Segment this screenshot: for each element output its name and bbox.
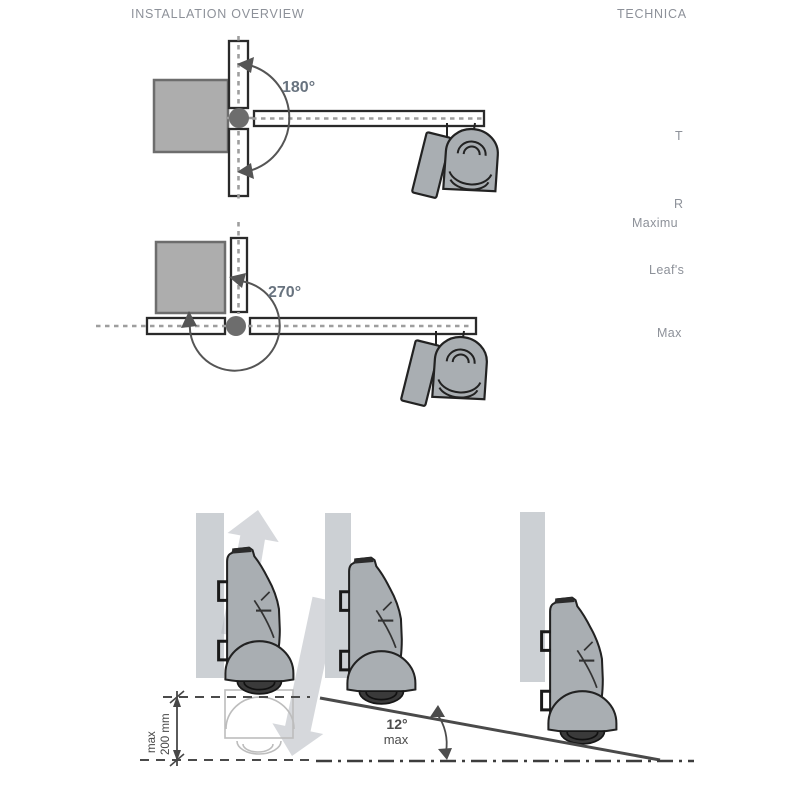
slope-angle-label: 12° [386,716,408,732]
right-column-fragment: T [675,129,684,143]
ghost-position [225,690,294,754]
right-column-fragment: Leaf's [649,263,685,277]
gate-pillar [154,80,228,152]
section-title-technical-fragment: TECHNICA [617,7,687,21]
angle-label-270: 270° [268,284,302,301]
right-column-fragment: Max [657,326,682,340]
gate-post [520,512,545,682]
hinge-pivot [226,316,246,336]
diagram-slope [316,512,694,761]
operator-top-view [412,123,503,198]
angle-label-180: 180° [282,79,316,96]
hinge-pivot [229,108,249,128]
right-column-fragment: R [674,197,684,211]
clearance-label-value: 200 mm [160,713,172,755]
gate-pillar [156,242,225,313]
clearance-label-max: max [146,731,158,753]
operator-machine [219,547,294,694]
slope-max-label: max [383,732,409,747]
operator-top-view [401,331,492,406]
gate-post [325,513,351,678]
diagram-swing-180 [154,36,503,201]
diagram-swing-270 [96,222,492,406]
operator-machine [542,597,617,744]
diagram-ground-clearance [140,505,351,766]
section-title-installation-overview: INSTALLATION OVERVIEW [131,7,305,21]
operator-machine [341,557,416,704]
gate-leaf-closed [250,318,476,334]
right-column-fragment: Maximu [632,216,679,230]
slope-angle-arc [430,705,452,760]
